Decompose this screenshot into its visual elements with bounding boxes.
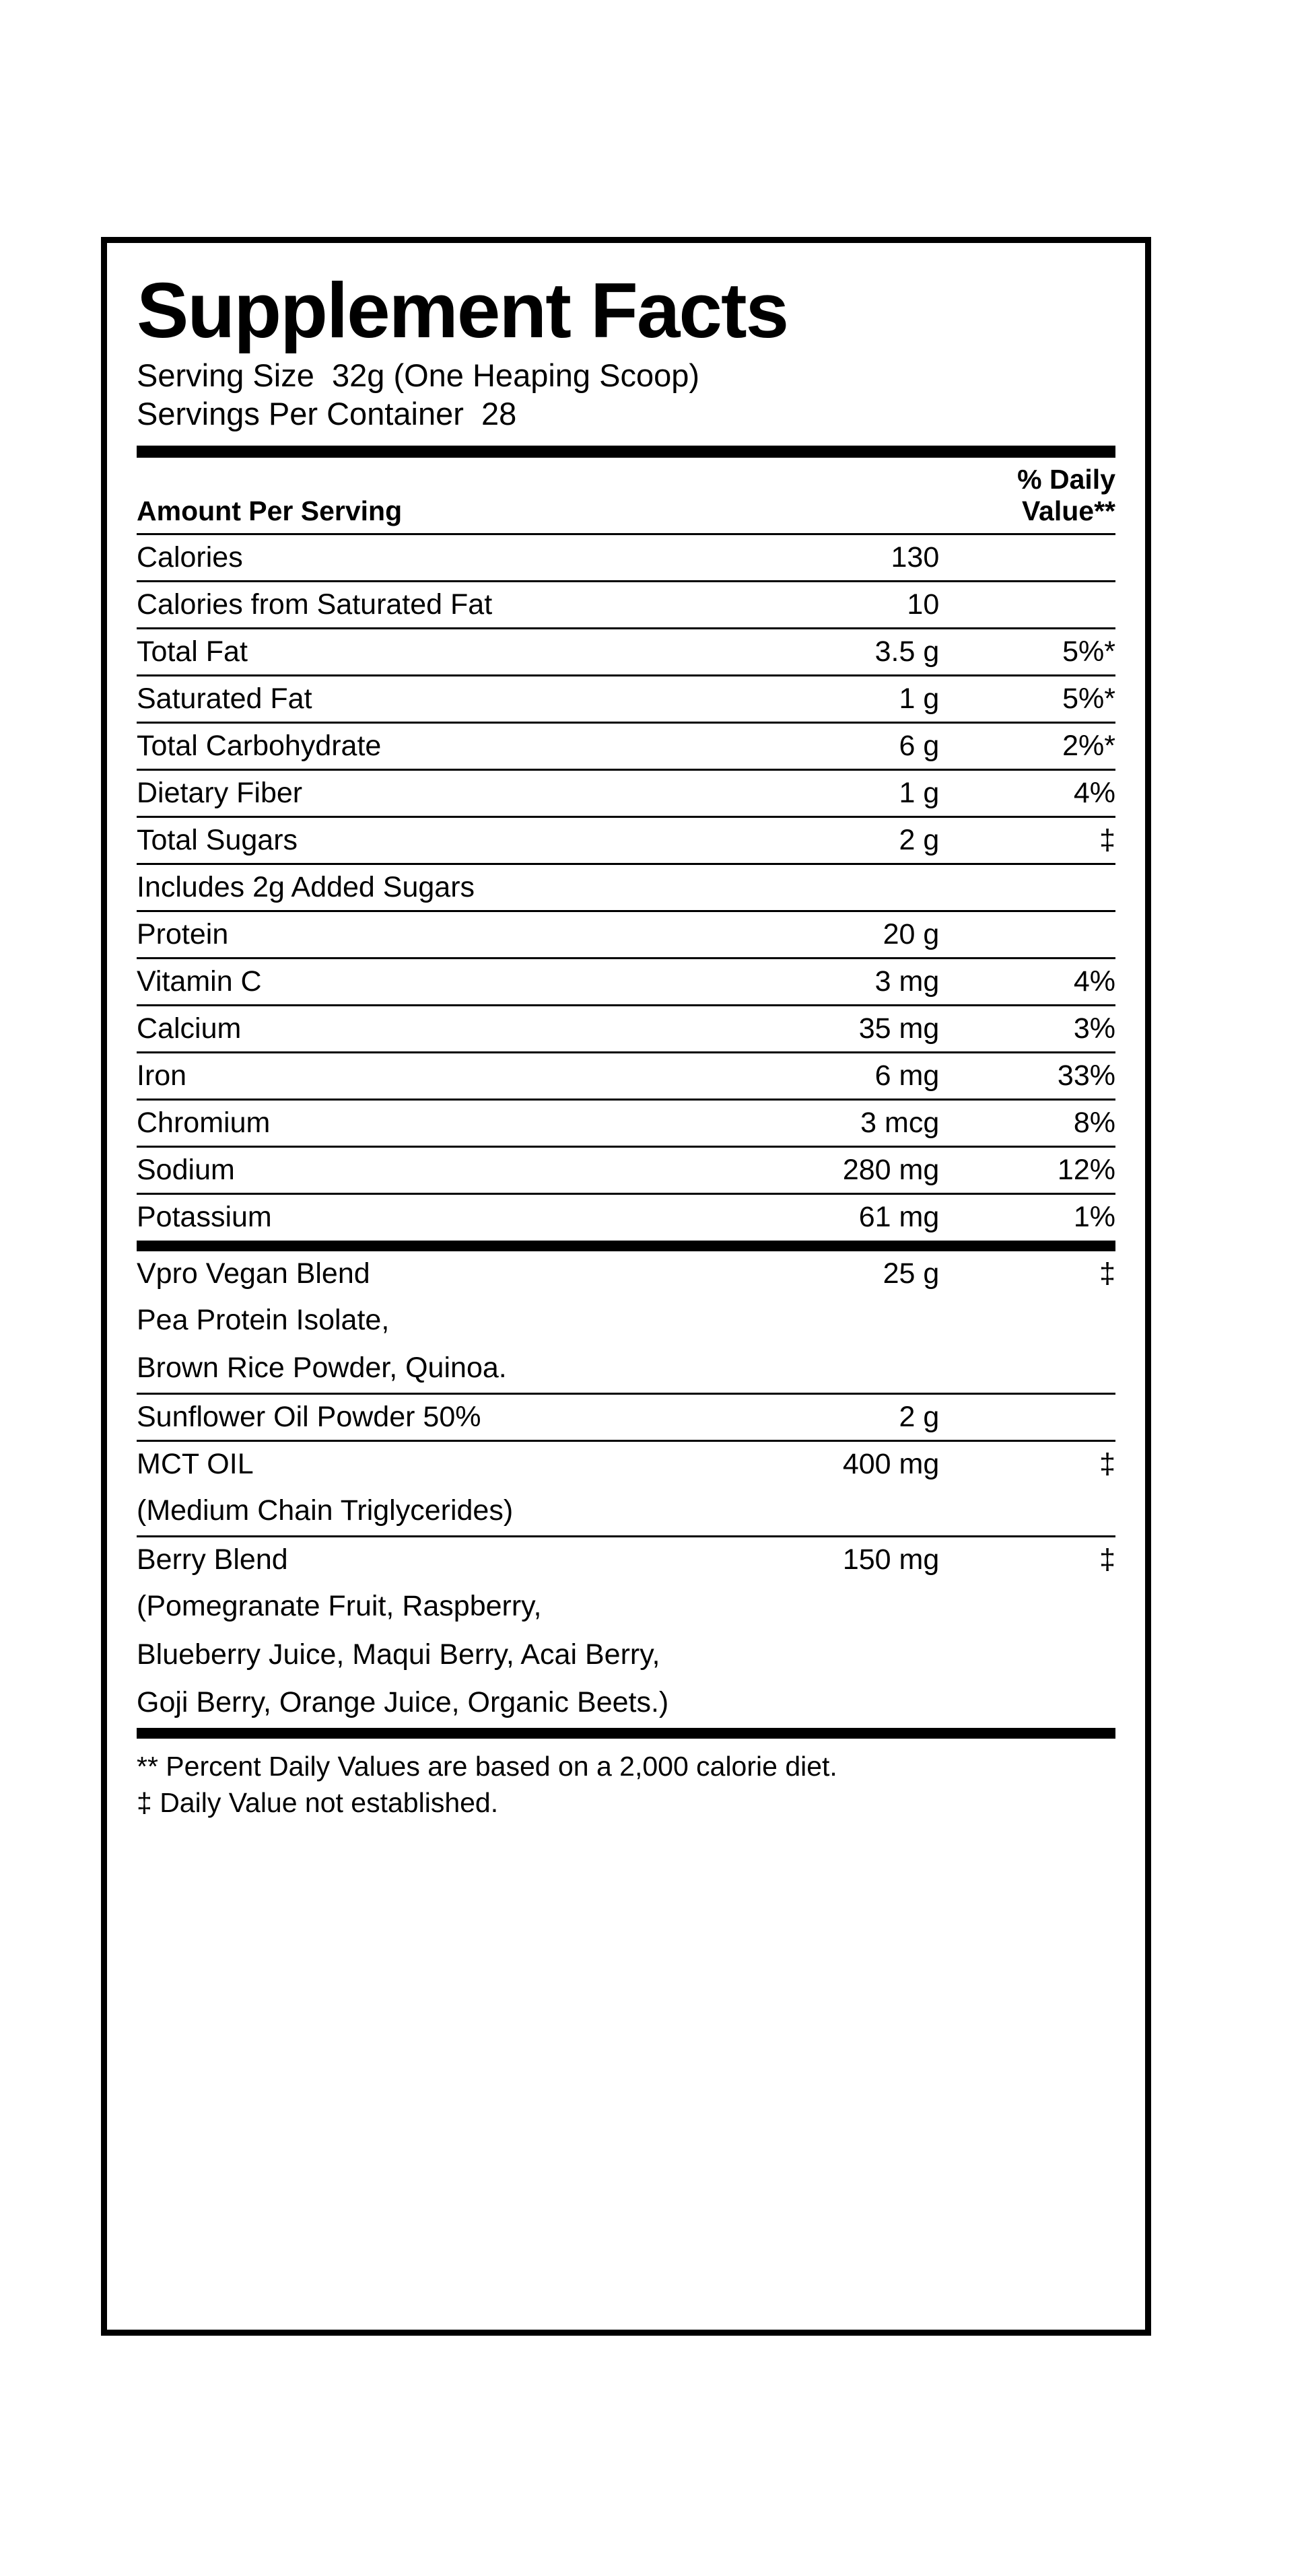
nutrient-amount: 61 mg [685,1193,939,1246]
nutrient-amount: 6 mg [685,1052,939,1099]
table-row [137,675,1115,722]
table-row [137,911,1115,958]
nutrient-daily-value [939,581,1115,628]
nutrient-daily-value: 5%* [939,675,1115,722]
supplement-facts-panel [101,237,1151,2336]
footnote-daily-value-basis: ** Percent Daily Values are based on a 2,000 calorie diet. [137,1751,837,1782]
nutrient-amount: 2 g [685,816,939,864]
nutrient-amount: 1 g [685,675,939,722]
table-row [137,628,1115,675]
nutrient-daily-value: 5%* [939,628,1115,675]
nutrient-name: Potassium [137,1193,685,1246]
table-row [137,958,1115,1005]
nutrient-amount: 20 g [685,911,939,958]
table-row [137,1582,1115,1631]
blend-detail: (Pomegranate Fruit, Raspberry, [137,1589,542,1622]
nutrient-name: Calories from Saturated Fat [137,581,685,628]
footnote-dv-not-established: ‡ Daily Value not established. [137,1787,499,1819]
blend-daily-value [939,1394,1115,1441]
nutrient-name: Sodium [137,1146,685,1193]
divider-thick-top [137,446,1115,458]
nutrient-name: Iron [137,1052,685,1099]
table-row [137,1536,1115,1582]
table-row [137,1344,1115,1393]
amount-per-serving-header: Amount Per Serving [137,458,685,534]
blend-detail: (Medium Chain Triglycerides) [137,1487,1115,1536]
table-row [137,1441,1115,1488]
nutrient-daily-value: 3% [939,1005,1115,1052]
table-row [137,769,1115,816]
servings-per-container-text: Servings Per Container 28 [137,396,517,432]
blend-amount: 2 g [685,1394,939,1441]
blend-daily-value: ‡ [1099,1257,1115,1290]
table-row [137,1052,1115,1099]
nutrient-name: Total Fat [137,628,685,675]
nutrient-amount: 130 [685,534,939,581]
nutrient-daily-value: 8% [939,1099,1115,1146]
table-header-row [137,458,1115,534]
blend-amount: 25 g [883,1257,940,1290]
blend-name: Berry Blend [137,1543,288,1576]
table-row [137,534,1115,581]
nutrient-name: Saturated Fat [137,675,685,722]
blend-daily-value: ‡ [1099,1543,1115,1576]
blend-daily-value: ‡ [1099,1448,1115,1481]
table-row [137,816,1115,864]
nutrient-amount: 1 g [685,769,939,816]
nutrient-amount: 280 mg [685,1146,939,1193]
nutrient-name: Chromium [137,1099,685,1146]
blends-table [137,1251,1115,1739]
nutrient-daily-value: 4% [939,958,1115,1005]
table-row [137,1394,1115,1441]
blend-name: MCT OIL [137,1448,254,1481]
blend-detail: Pea Protein Isolate, [137,1303,390,1336]
blend-amount: 150 mg [842,1543,940,1576]
nutrient-daily-value: 33% [939,1052,1115,1099]
nutrient-name: Total Carbohydrate [137,722,685,769]
daily-value-header: % Daily Value** [939,458,1115,534]
table-row [137,1631,1115,1679]
nutrient-name: Vitamin C [137,958,685,1005]
table-row [137,1146,1115,1193]
nutrients-table [137,458,1115,1251]
nutrient-name: Calcium [137,1005,685,1052]
blend-amount: 400 mg [842,1448,940,1481]
nutrient-daily-value [939,864,1115,911]
nutrient-amount: 3 mcg [685,1099,939,1146]
nutrient-amount: 3.5 g [685,628,939,675]
nutrient-daily-value [939,534,1115,581]
nutrient-amount [685,864,939,911]
nutrient-daily-value: ‡ [939,816,1115,864]
nutrient-amount: 35 mg [685,1005,939,1052]
table-row [137,581,1115,628]
blend-detail: Brown Rice Powder, Quinoa. [137,1344,1115,1393]
nutrient-name: Includes 2g Added Sugars [137,864,685,911]
footnotes [137,1739,1115,1821]
page-title: Supplement Facts [137,267,788,354]
nutrient-amount: 10 [685,581,939,628]
nutrient-name: Calories [137,534,685,581]
nutrient-daily-value: 4% [939,769,1115,816]
table-row [137,1679,1115,1733]
blend-detail: Blueberry Juice, Maqui Berry, Acai Berry, [137,1638,660,1671]
nutrient-name: Dietary Fiber [137,769,685,816]
table-row [137,1296,1115,1345]
table-row [137,1193,1115,1246]
table-row [137,722,1115,769]
table-row [137,1099,1115,1146]
blend-name: Sunflower Oil Powder 50% [137,1394,685,1441]
table-row [137,1005,1115,1052]
nutrient-name: Total Sugars [137,816,685,864]
blend-detail: Goji Berry, Orange Juice, Organic Beets.) [137,1679,1115,1733]
nutrient-daily-value: 1% [939,1193,1115,1246]
table-row [137,1487,1115,1536]
nutrient-daily-value [939,911,1115,958]
nutrient-amount: 6 g [685,722,939,769]
nutrient-amount: 3 mg [685,958,939,1005]
blend-name: Vpro Vegan Blend [137,1257,370,1290]
nutrient-name: Protein [137,911,685,958]
table-row [137,864,1115,911]
nutrient-daily-value: 12% [939,1146,1115,1193]
table-row [137,1251,1115,1296]
amount-column-spacer [685,458,939,534]
nutrient-daily-value: 2%* [939,722,1115,769]
serving-size-text: Serving Size 32g (One Heaping Scoop) [137,357,700,393]
